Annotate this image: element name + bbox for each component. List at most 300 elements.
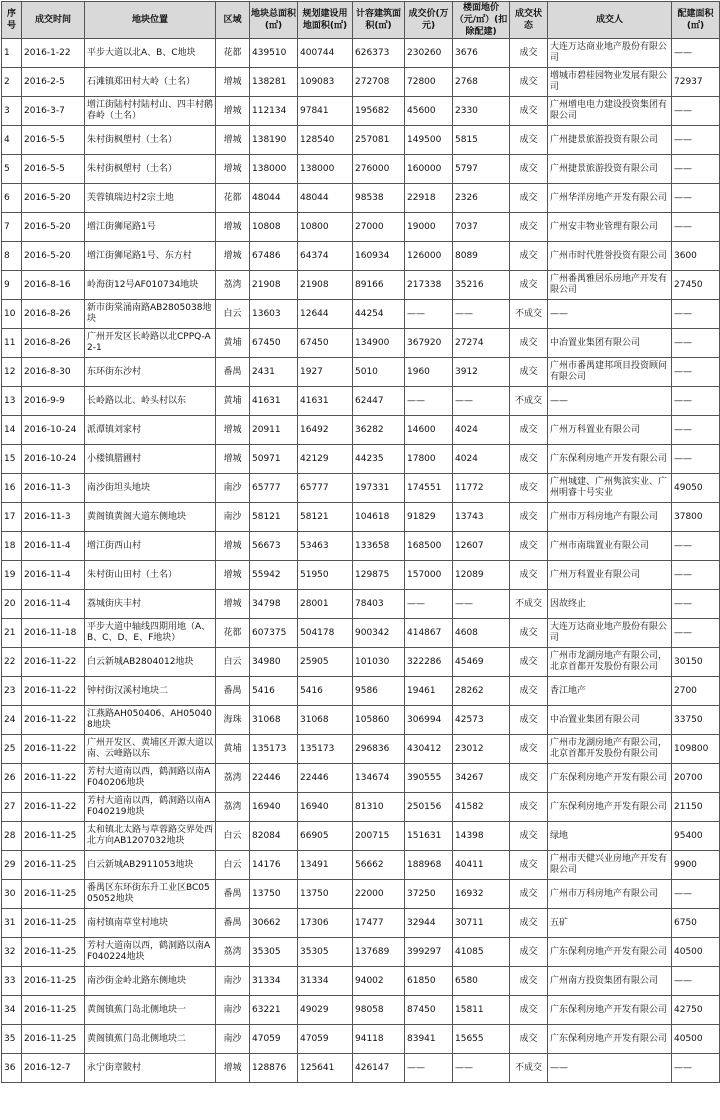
cell-date: 2016-11-25 (22, 880, 85, 909)
cell-district: 黄埔 (216, 735, 250, 764)
cell-supporting-area: —— (672, 126, 720, 155)
cell-supporting-area: 2700 (672, 677, 720, 706)
cell-district: 增城 (216, 242, 250, 271)
cell-district: 增城 (216, 416, 250, 445)
cell-planned-area: 58121 (298, 503, 353, 532)
table-row (2, 68, 720, 97)
cell-price: 390555 (405, 764, 453, 793)
cell-date: 2016-11-25 (22, 909, 85, 938)
cell-supporting-area: 42750 (672, 996, 720, 1025)
cell-index: 2 (2, 68, 22, 97)
cell-status: 不成交 (510, 387, 548, 416)
cell-total-area: 439510 (250, 39, 298, 68)
cell-floor-area: 27000 (353, 213, 405, 242)
cell-location: 钟村街汉溪村地块二 (85, 677, 216, 706)
cell-floor-price: 34267 (453, 764, 510, 793)
cell-price: 83941 (405, 1025, 453, 1054)
cell-total-area: 67450 (250, 329, 298, 358)
table-row (2, 880, 720, 909)
cell-total-area: 138000 (250, 155, 298, 184)
cell-index: 12 (2, 358, 22, 387)
cell-total-area: 138190 (250, 126, 298, 155)
cell-location: 平步大道以北A、B、C地块 (85, 39, 216, 68)
cell-total-area: 63221 (250, 996, 298, 1025)
table-row (2, 300, 720, 329)
cell-floor-area: 5010 (353, 358, 405, 387)
cell-status: 不成交 (510, 300, 548, 329)
cell-buyer: 广东保利房地产开发有限公司 (548, 996, 672, 1025)
cell-planned-area: 13491 (298, 851, 353, 880)
cell-floor-price: 30711 (453, 909, 510, 938)
cell-status: 成交 (510, 909, 548, 938)
cell-district: 南沙 (216, 474, 250, 503)
cell-planned-area: 51950 (298, 561, 353, 590)
cell-floor-price: 2330 (453, 97, 510, 126)
cell-district: 花都 (216, 39, 250, 68)
table-body (2, 39, 720, 1083)
cell-buyer: 广州华洋房地产开发有限公司 (548, 184, 672, 213)
cell-floor-area: 62447 (353, 387, 405, 416)
cell-total-area: 607375 (250, 619, 298, 648)
cell-date: 2016-5-20 (22, 184, 85, 213)
cell-planned-area: 47059 (298, 1025, 353, 1054)
cell-buyer: 广州番禺雅居乐房地产开发有限公司 (548, 271, 672, 300)
cell-buyer: 中冶置业集团有限公司 (548, 329, 672, 358)
cell-total-area: 58121 (250, 503, 298, 532)
cell-planned-area: 42129 (298, 445, 353, 474)
cell-floor-area: 44235 (353, 445, 405, 474)
cell-supporting-area: —— (672, 1054, 720, 1083)
cell-price: 217338 (405, 271, 453, 300)
cell-floor-area: 36282 (353, 416, 405, 445)
header-floor-area: 计容建筑面积(㎡) (353, 2, 405, 39)
cell-price: 37250 (405, 880, 453, 909)
cell-floor-area: 78403 (353, 590, 405, 619)
cell-floor-area: 197331 (353, 474, 405, 503)
cell-floor-price: 12089 (453, 561, 510, 590)
cell-location: 南沙街金岭北路东侧地块 (85, 967, 216, 996)
cell-price: 32944 (405, 909, 453, 938)
cell-index: 36 (2, 1054, 22, 1083)
cell-status: 成交 (510, 329, 548, 358)
cell-supporting-area: 72937 (672, 68, 720, 97)
cell-planned-area: 97841 (298, 97, 353, 126)
cell-floor-price: 40411 (453, 851, 510, 880)
cell-date: 2016-11-22 (22, 648, 85, 677)
cell-buyer: 大连万达商业地产股份有限公司 (548, 39, 672, 68)
table-row (2, 706, 720, 735)
cell-buyer: 广州市万科房地产有限公司 (548, 503, 672, 532)
cell-status: 成交 (510, 967, 548, 996)
cell-price: 250156 (405, 793, 453, 822)
cell-buyer: 广州城建、广州隽滨实业、广州明睿十号实业 (548, 474, 672, 503)
cell-total-area: 14176 (250, 851, 298, 880)
cell-buyer: 广东保利房地产开发有限公司 (548, 793, 672, 822)
table-row (2, 474, 720, 503)
cell-district: 海珠 (216, 706, 250, 735)
cell-floor-area: 160934 (353, 242, 405, 271)
cell-buyer: 五矿 (548, 909, 672, 938)
cell-price: 19000 (405, 213, 453, 242)
cell-status: 成交 (510, 416, 548, 445)
cell-district: 增城 (216, 532, 250, 561)
cell-date: 2016-8-30 (22, 358, 85, 387)
cell-district: 白云 (216, 648, 250, 677)
cell-location: 黄阁镇黄阁大道东侧地块 (85, 503, 216, 532)
cell-floor-price: 4024 (453, 416, 510, 445)
cell-floor-price: 41085 (453, 938, 510, 967)
cell-price: —— (405, 387, 453, 416)
table-row (2, 735, 720, 764)
cell-date: 2016-11-4 (22, 561, 85, 590)
cell-planned-area: 17306 (298, 909, 353, 938)
cell-location: 朱村街枫塱村（土名） (85, 155, 216, 184)
cell-district: 增城 (216, 68, 250, 97)
cell-total-area: 34980 (250, 648, 298, 677)
cell-floor-area: 257081 (353, 126, 405, 155)
cell-index: 1 (2, 39, 22, 68)
cell-floor-price: 11772 (453, 474, 510, 503)
cell-status: 成交 (510, 503, 548, 532)
cell-location: 太和镇北太路与草蓉路交界处西北方向AB1207032地块 (85, 822, 216, 851)
cell-status: 成交 (510, 561, 548, 590)
header-buyer: 成交人 (548, 2, 672, 39)
cell-date: 2016-8-26 (22, 329, 85, 358)
cell-planned-area: 1927 (298, 358, 353, 387)
cell-district: 番禺 (216, 358, 250, 387)
cell-planned-area: 10800 (298, 213, 353, 242)
table-row (2, 387, 720, 416)
cell-supporting-area: —— (672, 967, 720, 996)
cell-floor-area: 195682 (353, 97, 405, 126)
cell-location: 增江街陆村村陆村山、四丰村鹅春岭（土名） (85, 97, 216, 126)
cell-location: 黄阁镇蕉门岛北侧地块一 (85, 996, 216, 1025)
cell-supporting-area: 9900 (672, 851, 720, 880)
cell-status: 成交 (510, 764, 548, 793)
cell-supporting-area: —— (672, 445, 720, 474)
cell-location: 朱村街枫塱村（土名） (85, 126, 216, 155)
cell-index: 33 (2, 967, 22, 996)
cell-floor-area: 133658 (353, 532, 405, 561)
cell-district: 增城 (216, 1054, 250, 1083)
cell-planned-area: 125641 (298, 1054, 353, 1083)
cell-index: 28 (2, 822, 22, 851)
cell-floor-price: 3912 (453, 358, 510, 387)
cell-supporting-area: —— (672, 184, 720, 213)
cell-district: 花都 (216, 619, 250, 648)
cell-supporting-area: —— (672, 39, 720, 68)
header-date: 成交时间 (22, 2, 85, 39)
cell-date: 2016-11-25 (22, 996, 85, 1025)
cell-total-area: 65777 (250, 474, 298, 503)
cell-location: 平步大道中轴线四期用地（A、B、C、D、E、F地块） (85, 619, 216, 648)
cell-floor-area: 626373 (353, 39, 405, 68)
cell-location: 岭海街12号AF010734地块 (85, 271, 216, 300)
cell-planned-area: 67450 (298, 329, 353, 358)
cell-floor-price: 5815 (453, 126, 510, 155)
cell-location: 芳村大道南以西，鹤洞路以南AF040206地块 (85, 764, 216, 793)
cell-planned-area: 109083 (298, 68, 353, 97)
cell-buyer: 大连万达商业地产股份有限公司 (548, 619, 672, 648)
cell-price: 61850 (405, 967, 453, 996)
cell-total-area: 135173 (250, 735, 298, 764)
cell-planned-area: 135173 (298, 735, 353, 764)
cell-planned-area: 64374 (298, 242, 353, 271)
cell-status: 成交 (510, 97, 548, 126)
cell-district: 黄埔 (216, 387, 250, 416)
cell-date: 2016-11-25 (22, 938, 85, 967)
cell-status: 成交 (510, 677, 548, 706)
cell-floor-area: 134900 (353, 329, 405, 358)
cell-date: 2016-3-7 (22, 97, 85, 126)
cell-date: 2016-2-5 (22, 68, 85, 97)
cell-index: 16 (2, 474, 22, 503)
cell-location: 小楼镇腊圃村 (85, 445, 216, 474)
cell-floor-area: 900342 (353, 619, 405, 648)
cell-planned-area: 31068 (298, 706, 353, 735)
cell-index: 11 (2, 329, 22, 358)
cell-date: 2016-5-20 (22, 213, 85, 242)
cell-buyer: —— (548, 387, 672, 416)
cell-total-area: 2431 (250, 358, 298, 387)
cell-date: 2016-11-25 (22, 851, 85, 880)
cell-price: 399297 (405, 938, 453, 967)
table-row (2, 996, 720, 1025)
cell-floor-area: 104618 (353, 503, 405, 532)
cell-index: 3 (2, 97, 22, 126)
cell-supporting-area: —— (672, 155, 720, 184)
cell-floor-price: 45469 (453, 648, 510, 677)
cell-floor-area: 44254 (353, 300, 405, 329)
table-row (2, 938, 720, 967)
cell-planned-area: 16492 (298, 416, 353, 445)
cell-buyer: —— (548, 1054, 672, 1083)
cell-supporting-area: 6750 (672, 909, 720, 938)
cell-supporting-area: —— (672, 213, 720, 242)
cell-date: 2016-11-4 (22, 532, 85, 561)
table-row (2, 242, 720, 271)
cell-status: 成交 (510, 880, 548, 909)
cell-index: 13 (2, 387, 22, 416)
cell-total-area: 112134 (250, 97, 298, 126)
cell-status: 成交 (510, 155, 548, 184)
cell-date: 2016-11-4 (22, 590, 85, 619)
cell-price: 322286 (405, 648, 453, 677)
cell-floor-area: 94002 (353, 967, 405, 996)
cell-date: 2016-11-18 (22, 619, 85, 648)
cell-floor-area: 200715 (353, 822, 405, 851)
cell-status: 成交 (510, 706, 548, 735)
cell-status: 成交 (510, 822, 548, 851)
cell-total-area: 21908 (250, 271, 298, 300)
cell-index: 10 (2, 300, 22, 329)
cell-supporting-area: —— (672, 97, 720, 126)
cell-floor-price: —— (453, 300, 510, 329)
cell-district: 荔湾 (216, 764, 250, 793)
cell-location: 增江街狮尾路1号 (85, 213, 216, 242)
cell-status: 成交 (510, 271, 548, 300)
table-row (2, 764, 720, 793)
cell-floor-price: —— (453, 1054, 510, 1083)
cell-planned-area: 41631 (298, 387, 353, 416)
cell-status: 成交 (510, 126, 548, 155)
cell-floor-price: —— (453, 387, 510, 416)
cell-date: 2016-11-22 (22, 677, 85, 706)
header-planned-area: 规划建设用地面积(㎡) (298, 2, 353, 39)
cell-planned-area: 25905 (298, 648, 353, 677)
cell-district: 白云 (216, 300, 250, 329)
cell-buyer: 广东保利房地产开发有限公司 (548, 764, 672, 793)
cell-index: 17 (2, 503, 22, 532)
cell-price: 87450 (405, 996, 453, 1025)
cell-district: 南沙 (216, 1025, 250, 1054)
cell-total-area: 41631 (250, 387, 298, 416)
cell-status: 不成交 (510, 1054, 548, 1083)
cell-location: 增江街狮尾路1号、东方村 (85, 242, 216, 271)
cell-date: 2016-11-3 (22, 503, 85, 532)
cell-floor-area: 98058 (353, 996, 405, 1025)
cell-date: 2016-10-24 (22, 445, 85, 474)
cell-date: 2016-11-22 (22, 764, 85, 793)
table-row (2, 909, 720, 938)
cell-date: 2016-10-24 (22, 416, 85, 445)
cell-location: 芙蓉镇瑞边村2宗土地 (85, 184, 216, 213)
cell-price: 14600 (405, 416, 453, 445)
cell-price: 430412 (405, 735, 453, 764)
cell-date: 2016-8-16 (22, 271, 85, 300)
cell-index: 24 (2, 706, 22, 735)
cell-planned-area: 5416 (298, 677, 353, 706)
header-index: 序号 (2, 2, 22, 39)
cell-location: 芳村大道南以西，鹤洞路以南AF040219地块 (85, 793, 216, 822)
table-row (2, 648, 720, 677)
cell-price: 72800 (405, 68, 453, 97)
cell-buyer: 广州南方投资集团有限公司 (548, 967, 672, 996)
cell-supporting-area: 21150 (672, 793, 720, 822)
table-row (2, 416, 720, 445)
cell-status: 成交 (510, 242, 548, 271)
table-row (2, 126, 720, 155)
cell-buyer: 广州市龙湖房地产有限公司，北京首都开发股份有限公司 (548, 648, 672, 677)
cell-buyer: 香江地产 (548, 677, 672, 706)
cell-buyer: 广东保利房地产开发有限公司 (548, 938, 672, 967)
table-row (2, 532, 720, 561)
cell-status: 成交 (510, 445, 548, 474)
cell-location: 东环街东沙村 (85, 358, 216, 387)
cell-floor-area: 9586 (353, 677, 405, 706)
cell-location: 荔城街庆丰村 (85, 590, 216, 619)
cell-floor-price: 27274 (453, 329, 510, 358)
cell-floor-area: 105860 (353, 706, 405, 735)
cell-buyer: 中冶置业集团有限公司 (548, 706, 672, 735)
cell-date: 2016-11-22 (22, 793, 85, 822)
cell-supporting-area: —— (672, 300, 720, 329)
cell-index: 7 (2, 213, 22, 242)
cell-buyer: 广州市番禺建邦项目投资顾问有限公司 (548, 358, 672, 387)
land-transaction-table (1, 1, 720, 1083)
cell-date: 2016-11-25 (22, 1025, 85, 1054)
cell-planned-area: 22446 (298, 764, 353, 793)
cell-district: 番禺 (216, 909, 250, 938)
cell-planned-area: 128540 (298, 126, 353, 155)
cell-index: 34 (2, 996, 22, 1025)
cell-supporting-area: 95400 (672, 822, 720, 851)
cell-total-area: 13750 (250, 880, 298, 909)
cell-price: 151631 (405, 822, 453, 851)
table-row (2, 503, 720, 532)
table-row (2, 793, 720, 822)
cell-location: 派潭镇刘家村 (85, 416, 216, 445)
cell-index: 21 (2, 619, 22, 648)
cell-floor-area: 81310 (353, 793, 405, 822)
cell-floor-area: 134674 (353, 764, 405, 793)
cell-floor-area: 276000 (353, 155, 405, 184)
table-row (2, 155, 720, 184)
cell-index: 29 (2, 851, 22, 880)
cell-location: 永宁街章陂村 (85, 1054, 216, 1083)
header-total-area: 地块总面积(㎡) (250, 2, 298, 39)
cell-status: 成交 (510, 39, 548, 68)
cell-total-area: 20911 (250, 416, 298, 445)
header-location: 地块位置 (85, 2, 216, 39)
cell-planned-area: 138000 (298, 155, 353, 184)
cell-price: 414867 (405, 619, 453, 648)
table-row (2, 822, 720, 851)
cell-date: 2016-12-7 (22, 1054, 85, 1083)
cell-status: 成交 (510, 938, 548, 967)
table-row (2, 445, 720, 474)
cell-location: 新市街棠涌南路AB2805038地块 (85, 300, 216, 329)
cell-total-area: 56673 (250, 532, 298, 561)
table-row (2, 619, 720, 648)
cell-location: 广州开发区长岭路以北CPPQ-A2-1 (85, 329, 216, 358)
cell-price: 45600 (405, 97, 453, 126)
cell-price: —— (405, 590, 453, 619)
cell-location: 江燕路AH050406、AH050408地块 (85, 706, 216, 735)
cell-total-area: 128876 (250, 1054, 298, 1083)
cell-index: 6 (2, 184, 22, 213)
cell-floor-price: 2768 (453, 68, 510, 97)
cell-location: 南沙街坦头地块 (85, 474, 216, 503)
cell-status: 成交 (510, 851, 548, 880)
cell-price: 160000 (405, 155, 453, 184)
cell-floor-price: 3676 (453, 39, 510, 68)
cell-date: 2016-5-20 (22, 242, 85, 271)
cell-date: 2016-5-5 (22, 126, 85, 155)
cell-index: 35 (2, 1025, 22, 1054)
cell-index: 4 (2, 126, 22, 155)
cell-total-area: 67486 (250, 242, 298, 271)
table-header-row (2, 2, 720, 39)
cell-supporting-area: —— (672, 416, 720, 445)
cell-floor-area: 426147 (353, 1054, 405, 1083)
cell-district: 黄埔 (216, 329, 250, 358)
cell-district: 荔湾 (216, 793, 250, 822)
cell-floor-price: 28262 (453, 677, 510, 706)
cell-planned-area: 12644 (298, 300, 353, 329)
header-floor-price: 楼面地价（元/㎡）(扣除配建) (453, 2, 510, 39)
cell-supporting-area: 33750 (672, 706, 720, 735)
cell-district: 南沙 (216, 967, 250, 996)
cell-status: 成交 (510, 648, 548, 677)
cell-status: 成交 (510, 996, 548, 1025)
cell-date: 2016-5-5 (22, 155, 85, 184)
cell-total-area: 16940 (250, 793, 298, 822)
cell-floor-price: 42573 (453, 706, 510, 735)
cell-buyer: 广州万科置业有限公司 (548, 416, 672, 445)
cell-price: 306994 (405, 706, 453, 735)
cell-floor-area: 137689 (353, 938, 405, 967)
